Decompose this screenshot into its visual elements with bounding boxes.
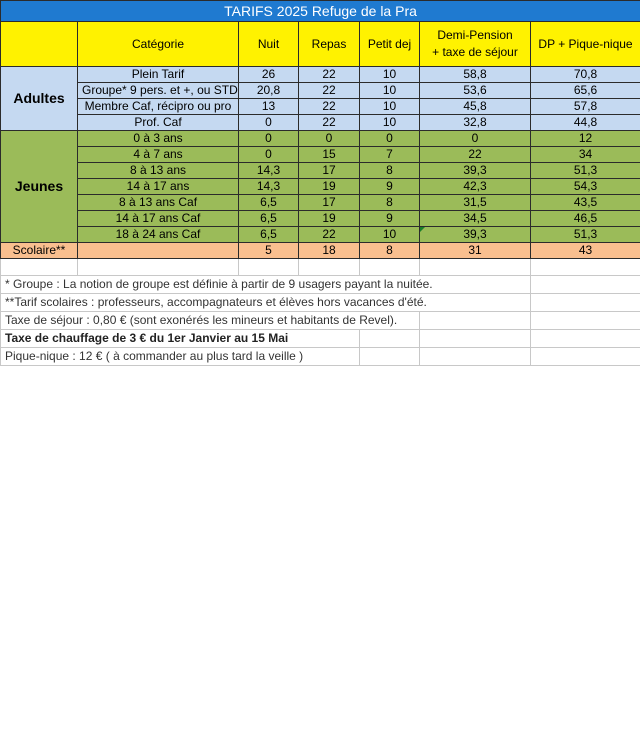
note-pique-nique: Pique-nique : 12 € ( à commander au plus tard la veille ) [1,348,360,366]
cell-nuit: 14,3 [239,163,299,179]
table-row [1,211,640,227]
blank-cell [420,348,531,366]
cell-categorie: 14 à 17 ans [78,179,239,195]
cell-repas: 22 [299,227,360,243]
table-title: TARIFS 2025 Refuge de la Pra [1,1,640,22]
group-label-adultes: Adultes [1,67,78,131]
cell-demi-pension: 53,6 [420,83,531,99]
note-row [1,330,640,348]
cell-demi-pension: 45,8 [420,99,531,115]
cell-petit-dej: 10 [360,99,420,115]
cell-nuit: 0 [239,147,299,163]
cell-categorie: 14 à 17 ans Caf [78,211,239,227]
cell-nuit: 6,5 [239,227,299,243]
cell-nuit: 6,5 [239,195,299,211]
cell-nuit: 26 [239,67,299,83]
cell-nuit: 0 [239,115,299,131]
cell-petit-dej: 8 [360,195,420,211]
blank-cell [531,312,640,330]
cell-demi-pension: 58,8 [420,67,531,83]
cell-repas: 17 [299,163,360,179]
cell-demi-pension: 31,5 [420,195,531,211]
cell-demi-pension: 34,5 [420,211,531,227]
cell-petit-dej: 10 [360,227,420,243]
header-demi-pension-line1: Demi-Pension [437,28,513,42]
cell-categorie: Prof. Caf [78,115,239,131]
blank-cell [531,259,640,276]
cell-categorie: Groupe* 9 pers. et +, ou STD [78,83,239,99]
cell-categorie: 8 à 13 ans [78,163,239,179]
cell-demi-pension: 31 [420,243,531,259]
cell-nuit: 0 [239,131,299,147]
cell-petit-dej: 9 [360,211,420,227]
cell-petit-dej: 8 [360,243,420,259]
header-demi-pension-line2: + taxe de séjour [432,45,518,59]
cell-nuit: 5 [239,243,299,259]
cell-categorie: Membre Caf, récipro ou pro [78,99,239,115]
blank-cell [420,312,531,330]
cell-dp-pique-nique: 34 [531,147,640,163]
blank-cell [531,348,640,366]
table-row [1,227,640,243]
table-row [1,67,640,83]
cell-petit-dej: 0 [360,131,420,147]
blank-cell [239,259,299,276]
cell-repas: 15 [299,147,360,163]
table-row [1,243,640,259]
table-row [1,163,640,179]
cell-nuit: 6,5 [239,211,299,227]
header-petit-dej: Petit dej [360,22,420,67]
header-demi-pension [420,22,531,67]
note-row [1,348,640,366]
cell-categorie: 4 à 7 ans [78,147,239,163]
blank-cell [531,330,640,348]
cell-petit-dej: 9 [360,179,420,195]
group-label-scolaire: Scolaire** [1,243,78,259]
cell-demi-pension: 32,8 [420,115,531,131]
blank-cell [420,259,531,276]
note-chauffage: Taxe de chauffage de 3 € du 1er Janvier au 15 Mai [1,330,360,348]
cell-dp-pique-nique: 43,5 [531,195,640,211]
cell-dp-pique-nique: 12 [531,131,640,147]
cell-dp-pique-nique: 51,3 [531,227,640,243]
cell-demi-pension: 39,3 [420,163,531,179]
cell-categorie: 8 à 13 ans Caf [78,195,239,211]
table-row [1,115,640,131]
note-taxe-sejour: Taxe de séjour : 0,80 € (sont exonérés les mineurs et habitants de Revel). [1,312,420,330]
note-row [1,294,640,312]
table-row [1,179,640,195]
note-row [1,312,640,330]
cell-dp-pique-nique: 57,8 [531,99,640,115]
cell-repas: 19 [299,211,360,227]
cell-demi-pension: 39,3 [420,227,531,243]
note-row [1,276,640,294]
blank-cell [299,259,360,276]
blank-cell [531,276,640,294]
note-groupe: * Groupe : La notion de groupe est définie à partir de 9 usagers payant la nuitée. [1,276,531,294]
cell-demi-pension: 22 [420,147,531,163]
cell-nuit: 13 [239,99,299,115]
table-row [1,147,640,163]
header-categorie: Catégorie [78,22,239,67]
table-row [1,99,640,115]
blank-cell [531,294,640,312]
cell-repas: 22 [299,115,360,131]
cell-repas: 17 [299,195,360,211]
cell-dp-pique-nique: 46,5 [531,211,640,227]
cell-categorie [78,243,239,259]
cell-dp-pique-nique: 54,3 [531,179,640,195]
cell-petit-dej: 10 [360,83,420,99]
blank-cell [78,259,239,276]
cell-repas: 22 [299,67,360,83]
blank-cell [360,259,420,276]
blank-cell [360,348,420,366]
cell-dp-pique-nique: 70,8 [531,67,640,83]
cell-demi-pension: 42,3 [420,179,531,195]
cell-repas: 18 [299,243,360,259]
cell-repas: 19 [299,179,360,195]
table-row [1,131,640,147]
tarifs-table [0,0,640,366]
cell-nuit: 20,8 [239,83,299,99]
header-nuit: Nuit [239,22,299,67]
table-row [1,83,640,99]
blank-cell [420,330,531,348]
cell-repas: 22 [299,99,360,115]
cell-petit-dej: 7 [360,147,420,163]
cell-petit-dej: 10 [360,67,420,83]
cell-dp-pique-nique: 43 [531,243,640,259]
cell-dp-pique-nique: 51,3 [531,163,640,179]
cell-categorie: 18 à 24 ans Caf [78,227,239,243]
group-label-jeunes: Jeunes [1,131,78,243]
note-scolaires: **Tarif scolaires : professeurs, accompagnateurs et élèves hors vacances d'été. [1,294,531,312]
header-repas: Repas [299,22,360,67]
blank-cell [1,259,78,276]
cell-nuit: 14,3 [239,179,299,195]
title-row [1,1,640,22]
header-empty [1,22,78,67]
table-row [1,195,640,211]
cell-categorie: Plein Tarif [78,67,239,83]
cell-dp-pique-nique: 44,8 [531,115,640,131]
blank-row [1,259,640,276]
cell-petit-dej: 8 [360,163,420,179]
cell-dp-pique-nique: 65,6 [531,83,640,99]
cell-petit-dej: 10 [360,115,420,131]
cell-repas: 0 [299,131,360,147]
cell-repas: 22 [299,83,360,99]
blank-cell [360,330,420,348]
cell-categorie: 0 à 3 ans [78,131,239,147]
header-dp-pique-nique: DP + Pique-nique [531,22,640,67]
cell-demi-pension: 0 [420,131,531,147]
header-row [1,22,640,67]
